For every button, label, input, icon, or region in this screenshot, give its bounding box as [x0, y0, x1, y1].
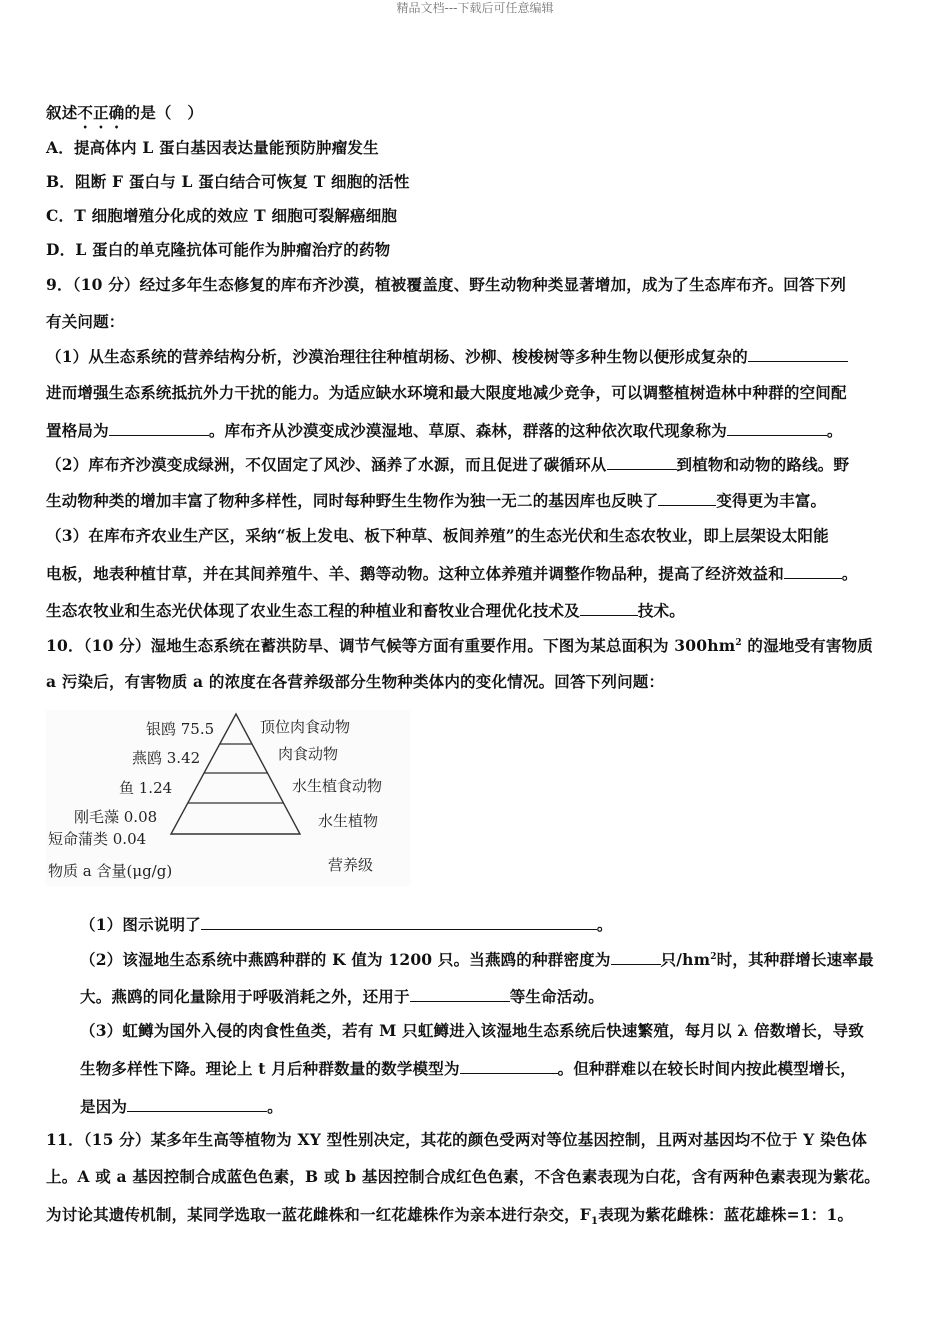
answer-blank[interactable] [784, 563, 842, 579]
q10-s3-line3 [80, 1096, 283, 1117]
q10-line1 [46, 636, 873, 656]
right-label: 顶位肉食动物 [260, 718, 351, 736]
q10-text: 的湿地受有害物质 [741, 636, 873, 655]
answer-blank[interactable] [727, 420, 827, 436]
q10-s2-line1 [80, 949, 874, 970]
left-axis-caption: 物质 a 含量(μg/g) [48, 862, 173, 880]
q9-p2-text: （2）库布齐沙漠变成绿洲，不仅固定了风沙、涵养了水源，而且促进了碳循环从 [46, 455, 607, 474]
q10-text: 只/hm [660, 950, 711, 969]
q9-p1-line1 [46, 346, 848, 367]
right-label: 水生植食动物 [292, 777, 383, 795]
left-label: 银鸥 75.5 [146, 720, 215, 738]
q9-line1: 9．（10 分）经过多年生态修复的库布齐沙漠，植被覆盖度、野生动物种类显著增加，成为了生态库布齐。回答下列 [46, 275, 847, 294]
q8-option-c [46, 206, 397, 226]
q10-s3-line1: （3）虹鳟为国外入侵的肉食性鱼类，若有 M 只虹鳟进入该湿地生态系统后快速繁殖，每月以 λ 倍数增长，导致 [80, 1021, 864, 1040]
q9-p3-line2 [46, 563, 858, 584]
q8-stem-pre: 叙述 [46, 103, 78, 122]
answer-blank[interactable] [658, 490, 716, 506]
answer-blank[interactable] [607, 454, 677, 470]
q9-p1-text: 。 [826, 421, 843, 440]
option-label: D． [46, 240, 76, 259]
q11-text: 表现为紫花雌株：蓝花雄株=1：1。 [598, 1205, 854, 1224]
q9-p3-line3 [46, 600, 685, 621]
q9-p2-text: 到植物和动物的路线。野 [676, 455, 850, 474]
q10-text: 。 [267, 1097, 283, 1116]
q10-text: 生物多样性下降。理论上 t 月后种群数量的数学模型为 [80, 1059, 460, 1078]
q10-line2: a 污染后，有害物质 a 的浓度在各营养级部分生物种类体内的变化情况。回答下列问题： [46, 672, 665, 691]
option-text: L 蛋白的单克隆抗体可能作为肿瘤治疗的药物 [75, 240, 391, 259]
q11-line2: 上。A 或 a 基因控制合成蓝色色素，B 或 b 基因控制合成红色色素，不含色素表现为白花，含有两种色素表现为紫花。 [46, 1167, 880, 1186]
q9-p1-text: （1）从生态系统的营养结构分析，沙漠治理往往种植胡杨、沙柳、梭梭树等多种生物以便形成复杂的 [46, 347, 748, 366]
q8-option-b [46, 172, 410, 192]
q9-p2-text: 变得更为丰富。 [716, 491, 827, 510]
option-text: 阻断 F 蛋白与 L 蛋白结合可恢复 T 细胞的活性 [75, 172, 410, 191]
left-label: 刚毛藻 0.08 [74, 808, 158, 826]
q8-stem [46, 103, 203, 132]
q10-text: 时，其种群增长速率最 [716, 950, 874, 969]
answer-blank[interactable] [109, 420, 209, 436]
option-label: B． [46, 172, 76, 191]
q9-p1-text: 。库布齐从沙漠变成沙漠湿地、草原、森林，群落的这种依次取代现象称为 [208, 421, 727, 440]
q9-line2: 有关问题： [46, 312, 125, 331]
q10-text: 是因为 [80, 1097, 128, 1116]
superscript: 2 [735, 637, 742, 648]
trophic-pyramid-svg [46, 710, 410, 886]
left-label: 短命蒲类 0.04 [48, 830, 147, 848]
q11-line1: 11．（15 分）某多年生高等植物为 XY 型性别决定，其花的颜色受两对等位基因控制，且两对基因均不位于 Y 染色体 [46, 1130, 868, 1149]
q10-text: 等生命活动。 [509, 987, 604, 1006]
answer-blank[interactable] [127, 1096, 267, 1112]
q10-s3-line2 [80, 1058, 856, 1079]
q9-p2-line1 [46, 454, 849, 475]
q10-text: 。 [596, 915, 613, 934]
trophic-pyramid-figure [46, 710, 410, 886]
page-header: 精品文档---下载后可任意编辑 [396, 1, 554, 15]
q8-option-a [46, 138, 379, 158]
q9-p3-text: 技术。 [637, 601, 685, 620]
answer-blank[interactable] [611, 949, 661, 965]
option-text: 提高体内 L 蛋白基因表达量能预防肿瘤发生 [73, 138, 379, 157]
q10-text: 10．（10 分）湿地生态系统在蓄洪防旱、调节气候等方面有重要作用。下图为某总面积为 300hm [46, 636, 736, 655]
right-axis-caption: 营养级 [328, 856, 374, 874]
left-label: 燕鸥 3.42 [132, 749, 201, 767]
q8-stem-post: 的是（ ） [124, 103, 204, 122]
option-label: C． [46, 206, 75, 225]
option-label: A． [46, 138, 74, 157]
q9-p1-text: 置格局为 [46, 421, 109, 440]
left-label: 鱼 1.24 [119, 779, 173, 797]
q8-stem-dotted: 不正确 [77, 103, 125, 122]
answer-blank[interactable] [460, 1058, 558, 1074]
q10-text: （2）该湿地生态系统中燕鸥种群的 K 值为 1200 只。当燕鸥的种群密度为 [80, 950, 611, 969]
answer-blank[interactable] [410, 986, 510, 1002]
answer-blank[interactable] [748, 346, 848, 362]
q10-text: （1）图示说明了 [80, 915, 201, 934]
right-label: 水生植物 [318, 812, 379, 830]
q9-p3-text: 电板，地表种植甘草，并在其间养殖牛、羊、鹅等动物。这种立体养殖并调整作物品种，提高了经济效益和 [46, 564, 784, 583]
q9-p3-text: 生态农牧业和生态光伏体现了农业生态工程的种植业和畜牧业合理优化技术及 [46, 601, 580, 620]
q11-text: 为讨论其遗传机制，某同学选取一蓝花雌株和一红花雄株作为亲本进行杂交，F [46, 1205, 592, 1224]
q10-s2-line2 [80, 986, 604, 1007]
q10-s1 [80, 914, 613, 935]
q9-p2-line2 [46, 490, 826, 511]
answer-blank[interactable] [580, 600, 638, 616]
q9-p1-line3 [46, 420, 843, 441]
right-label: 肉食动物 [278, 745, 339, 763]
option-text: T 细胞增殖分化成的效应 T 细胞可裂解癌细胞 [74, 206, 398, 225]
q9-p2-text: 生动物种类的增加丰富了物种多样性，同时每种野生生物作为独一无二的基因库也反映了 [46, 491, 659, 510]
q11-line3 [46, 1205, 854, 1228]
q9-p3-text: 。 [841, 564, 858, 583]
q10-text: 大。燕鸥的同化量除用于呼吸消耗之外，还用于 [80, 987, 410, 1006]
q8-option-d [46, 240, 390, 260]
q9-p3-line1: （3）在库布齐农业生产区，采纳“板上发电、板下种草、板间养殖”的生态光伏和生态农牧业，即上层架设太阳能 [46, 526, 829, 545]
superscript: 2 [710, 951, 717, 962]
q10-text: 。但种群难以在较长时间内按此模型增长， [557, 1059, 856, 1078]
subscript: 1 [591, 1216, 599, 1228]
answer-blank[interactable] [201, 914, 597, 930]
q9-p1-line2: 进而增强生态系统抵抗外力干扰的能力。为适应缺水环境和最大限度地减少竞争，可以调整植树造林中种群的空间配 [46, 383, 847, 402]
